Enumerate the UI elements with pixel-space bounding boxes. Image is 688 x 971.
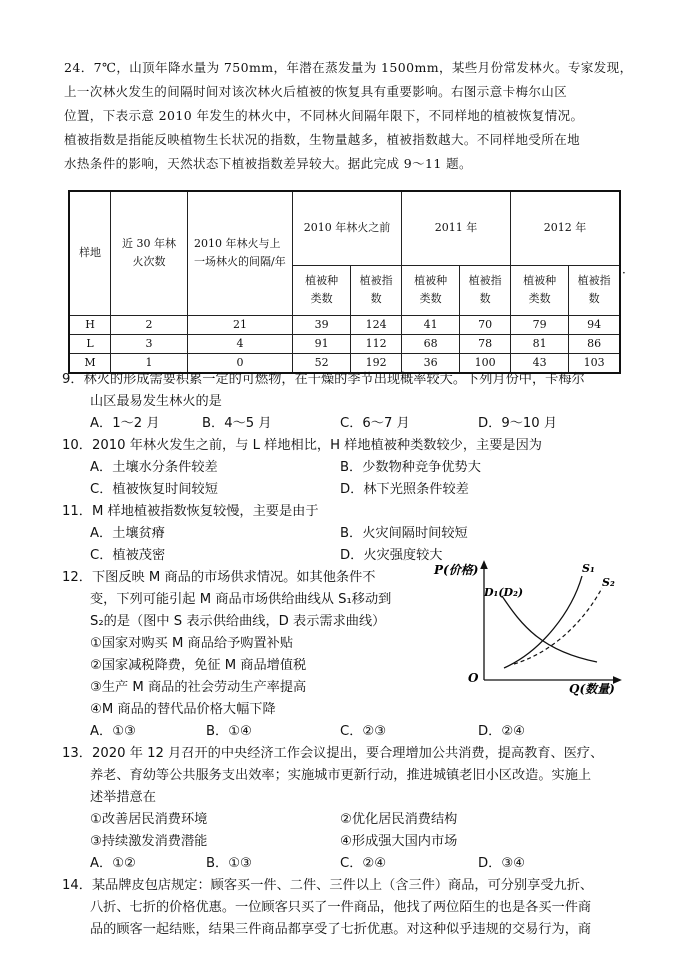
q13-option-c[interactable]: C．②④ <box>340 856 387 871</box>
geography-intro-passage <box>64 56 639 176</box>
vegetation-recovery-table <box>68 190 621 374</box>
cell: 78 <box>460 334 511 353</box>
q12-stem: 12．下图反映 M 商品的市场供求情况。如其他条件不 <box>62 570 376 585</box>
cell: 36 <box>401 353 459 373</box>
cell: 39 <box>293 315 351 334</box>
q11-option-b[interactable]: B．火灾间隔时间较短 <box>340 526 468 541</box>
header-2011: 2011 年 <box>401 191 510 265</box>
cell: L <box>69 334 111 353</box>
supply-curve-s2 <box>514 588 602 664</box>
intro-line: 24．7℃，山顶年降水量为 750mm，年潜在蒸发量为 1500mm，某些月份常发林火。专家发现， <box>64 60 633 75</box>
s1-label: S₁ <box>582 562 595 575</box>
q14-stem-cont: 品的顾客一起结账，结果三件商品都享受了七折优惠。对这种似乎违规的交易行为，商 <box>90 922 592 937</box>
q12-option-d[interactable]: D．②④ <box>478 724 525 739</box>
table-row <box>69 334 620 353</box>
q12-item-2: ②国家减税降费，免征 M 商品增值税 <box>90 658 307 673</box>
origin-label: O <box>468 671 479 685</box>
q9-stem: 9．林火的形成需要积累一定的可燃物，在干燥的季节出现概率较大。下列月份中，卡梅尔 <box>62 372 585 387</box>
cell: 70 <box>460 315 511 334</box>
header-index: 植被指数 <box>460 265 511 315</box>
intro-line: 植被指数是指能反映植物生长状况的指数，生物量越多，植被指数越大。不同样地受所在地 <box>64 132 581 147</box>
cell: 41 <box>401 315 459 334</box>
q10-option-c[interactable]: C．植被恢复时间较短 <box>90 482 218 497</box>
cell: 1 <box>111 353 188 373</box>
intro-line: 位置，下表示意 2010 年发生的林火中，不同林火间隔年限下，不同样地的植被恢复情况。 <box>64 108 584 123</box>
q9-option-d[interactable]: D．9～10 月 <box>478 416 558 431</box>
q10-option-b[interactable]: B．少数物种竞争优势大 <box>340 460 481 475</box>
header-species: 植被种类数 <box>401 265 459 315</box>
cell: 21 <box>188 315 293 334</box>
intro-line: 上一次林火发生的间隔时间对该次林火后植被的恢复具有重要影响。右图示意卡梅尔山区 <box>64 84 568 99</box>
cell: 52 <box>293 353 351 373</box>
q12-option-b[interactable]: B．①④ <box>206 724 252 739</box>
margin-mark: · <box>622 266 626 280</box>
cell: 192 <box>351 353 402 373</box>
header-site: 样地 <box>69 191 111 315</box>
header-interval: 2010 年林火与上一场林火的间隔/年 <box>188 191 293 315</box>
q13-stem-cont: 述举措意在 <box>90 790 156 805</box>
cell: H <box>69 315 111 334</box>
q10-stem: 10．2010 年林火发生之前，与 L 样地相比，H 样地植被种类数较少，主要是因为 <box>62 438 542 453</box>
q12-option-a[interactable]: A．①③ <box>90 724 136 739</box>
header-species: 植被种类数 <box>510 265 568 315</box>
q14-stem-cont: 八折、七折的价格优惠。一位顾客只买了一件商品，他找了两位陌生的也是各买一件商 <box>90 900 592 915</box>
cell: M <box>69 353 111 373</box>
q11-option-a[interactable]: A．土壤贫瘠 <box>90 526 165 541</box>
y-axis-label: P(价格) <box>434 563 479 577</box>
cell: 94 <box>569 315 620 334</box>
q13-stem-cont: 养老、育幼等公共服务支出效率；实施城市更新行动，推进城镇老旧小区改造。实施上 <box>90 768 592 783</box>
q12-item-4: ④M 商品的替代品价格大幅下降 <box>90 702 276 717</box>
supply-demand-graph <box>432 556 622 696</box>
header-2012: 2012 年 <box>510 191 620 265</box>
cell: 112 <box>351 334 402 353</box>
s2-label: S₂ <box>602 576 615 589</box>
cell: 2 <box>111 315 188 334</box>
demand-label: D₁(D₂) <box>484 586 524 599</box>
q9-option-c[interactable]: C．6～7 月 <box>340 416 410 431</box>
table-row <box>69 315 620 334</box>
q13-item-4: ④形成强大国内市场 <box>340 834 458 849</box>
q13-option-b[interactable]: B．①③ <box>206 856 252 871</box>
cell: 3 <box>111 334 188 353</box>
cell: 100 <box>460 353 511 373</box>
q14-stem: 14．某品牌皮包店规定：顾客买一件、二件、三件以上（含三件）商品，可分别享受九折、 <box>62 878 594 893</box>
q13-item-2: ②优化居民消费结构 <box>340 812 458 827</box>
q12-option-c[interactable]: C．②③ <box>340 724 387 739</box>
cell: 68 <box>401 334 459 353</box>
cell: 79 <box>510 315 568 334</box>
q9-option-a[interactable]: A．1～2 月 <box>90 416 160 431</box>
intro-line: 水热条件的影响，天然状态下植被指数差异较大。据此完成 9～11 题。 <box>64 156 472 171</box>
header-before-2010: 2010 年林火之前 <box>293 191 402 265</box>
header-fire-count: 近 30 年林火次数 <box>111 191 188 315</box>
q13-item-3: ③持续激发消费潜能 <box>90 834 208 849</box>
q11-option-d[interactable]: D．火灾强度较大 <box>340 548 443 563</box>
cell: 4 <box>188 334 293 353</box>
cell: 0 <box>188 353 293 373</box>
cell: 86 <box>569 334 620 353</box>
q13-option-d[interactable]: D．③④ <box>478 856 525 871</box>
q9-option-b[interactable]: B．4～5 月 <box>202 416 272 431</box>
q13-option-a[interactable]: A．①② <box>90 856 136 871</box>
q11-stem: 11．M 样地植被指数恢复较慢，主要是由于 <box>62 504 319 519</box>
cell: 91 <box>293 334 351 353</box>
q12-item-3: ③生产 M 商品的社会劳动生产率提高 <box>90 680 307 695</box>
q10-option-a[interactable]: A．土壤水分条件较差 <box>90 460 218 475</box>
demand-curve-d1 <box>502 596 597 662</box>
q10-option-d[interactable]: D．林下光照条件较差 <box>340 482 469 497</box>
q9-stem-cont: 山区最易发生林火的是 <box>90 394 222 409</box>
header-species: 植被种类数 <box>293 265 351 315</box>
cell: 124 <box>351 315 402 334</box>
cell: 43 <box>510 353 568 373</box>
x-axis-label: Q(数量) <box>569 682 615 696</box>
header-index: 植被指数 <box>569 265 620 315</box>
q13-item-1: ①改善居民消费环境 <box>90 812 208 827</box>
q12-item-1: ①国家对购买 M 商品给予购置补贴 <box>90 636 294 651</box>
q12-stem-cont: S₂的是（图中 S 表示供给曲线，D 表示需求曲线） <box>90 614 386 629</box>
cell: 81 <box>510 334 568 353</box>
header-index: 植被指数 <box>351 265 402 315</box>
q13-stem: 13．2020 年 12 月召开的中央经济工作会议提出，要合理增加公共消费，提高教育、医疗、 <box>62 746 604 761</box>
cell: 103 <box>569 353 620 373</box>
q12-stem-cont: 变，下列可能引起 M 商品市场供给曲线从 S₁移动到 <box>90 592 392 607</box>
q11-option-c[interactable]: C．植被茂密 <box>90 548 166 563</box>
